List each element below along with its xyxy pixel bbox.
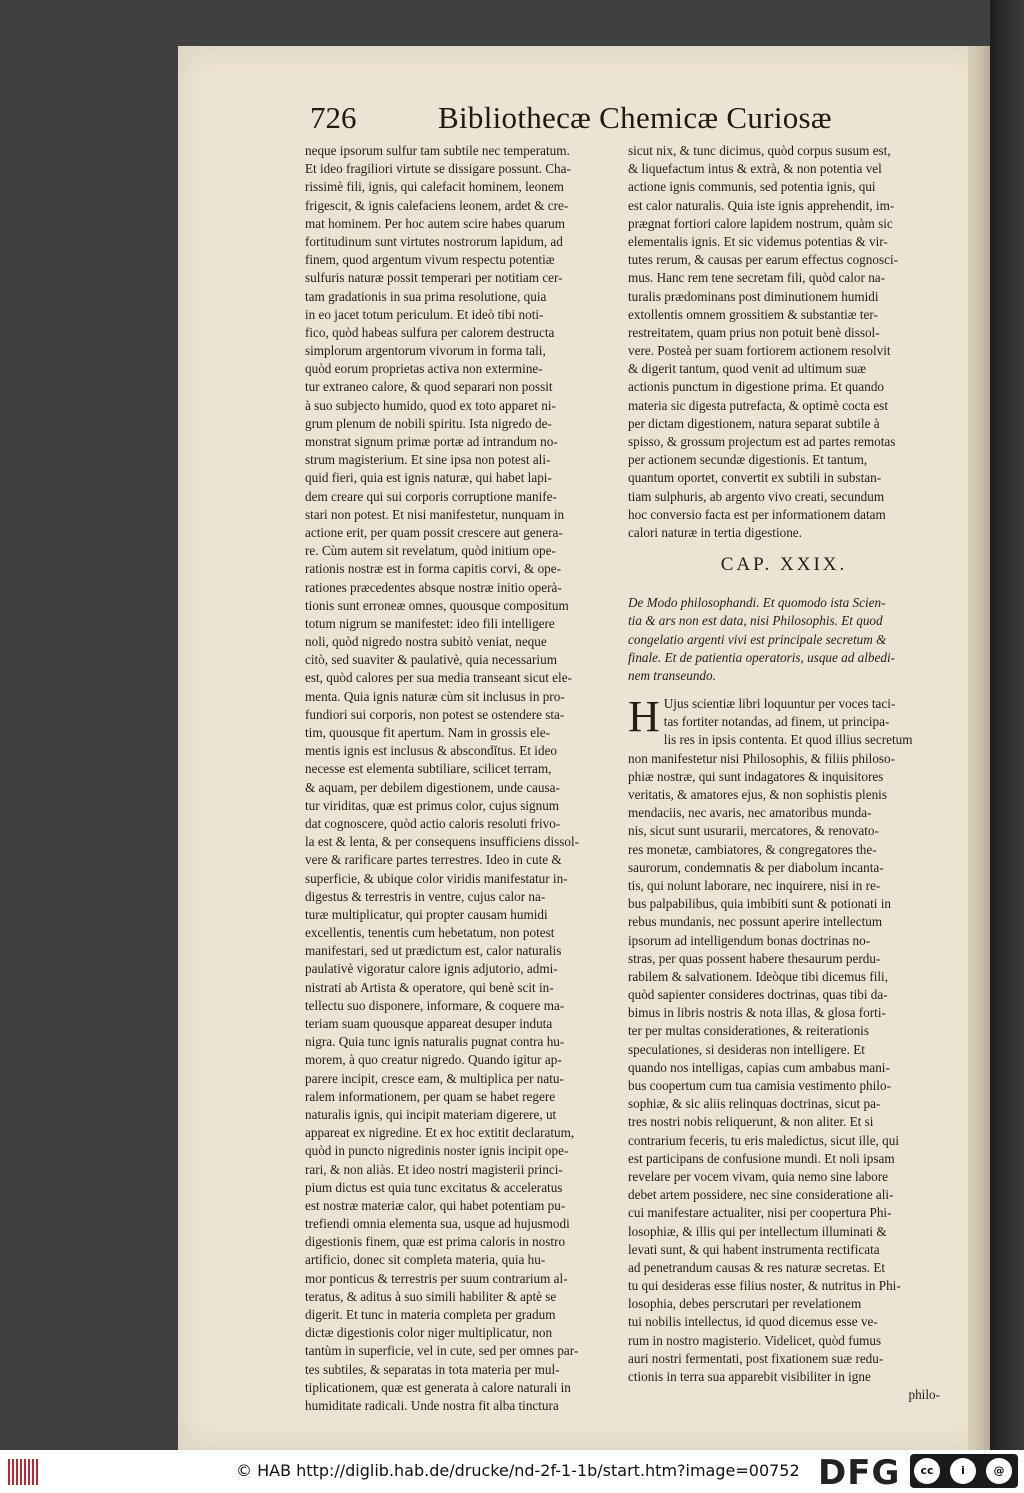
page-number: 726 <box>310 100 357 135</box>
text-line: citò, sed suaviter & paulativè, quia necessarium <box>305 652 557 668</box>
text-line: nis, sicut sunt usurarii, mercatores, & renovato- <box>628 823 879 839</box>
text-line: menta. Quia ignis naturæ cùm sit inclusus in pro- <box>305 688 565 704</box>
text-line: naturalis ignis, qui incipit materiam digerere, ut <box>305 1106 557 1122</box>
text-line: tiplicationem, quæ est generata à calore naturali in <box>305 1379 571 1395</box>
text-line: digestionis finem, quæ est prima caloris in nostro <box>305 1234 566 1250</box>
text-line: est nostræ materiæ calor, qui habet potentiam pu- <box>305 1197 566 1213</box>
text-line: tantùm in superficie, vel in cute, sed per omnes par- <box>305 1343 579 1359</box>
text-line: lis res in ipsis contenta. Et quod illius secretum <box>663 732 913 748</box>
text-line: ctionis in terra sua apparebit visibiliter in igne <box>628 1369 871 1384</box>
text-line: tionis sunt erroneæ omnes, quousque compositum <box>305 597 569 613</box>
text-line: neque ipsorum sulfur tam subtile nec temperatum. <box>305 143 570 158</box>
text-line: res monetæ, cambiatores, & congregatores the- <box>628 841 877 857</box>
text-line: actionis punctum in digestione prima. Et quando <box>628 379 885 395</box>
text-line: quando nos intelligas, capias cum ambabus mani- <box>628 1059 890 1075</box>
text-line: prægnat fortiori calore lapidem nostrum, quàm sic <box>628 215 893 231</box>
text-line: rationis nostræ est in forma capitis corvi, & ope- <box>305 561 562 577</box>
text-line: est calor naturalis. Quia iste ignis apprehendit, im- <box>628 197 895 213</box>
text-line: noli, quòd nigredo nostra subitò veniat, neque <box>305 634 547 650</box>
text-line: monstrat signum primæ portæ ad intrandum no- <box>305 434 558 449</box>
text-line: debet artem possidere, nec sine consideratione ali- <box>628 1187 894 1203</box>
text-line: ad penetrandum causas & res naturæ secretas. Et <box>628 1259 886 1275</box>
page-header <box>310 100 950 142</box>
text-line: dat cognoscere, quòd actio caloris resoluti frivo- <box>305 815 561 831</box>
text-line: fortitudinum sunt virtutes nostrorum lapidum, ad <box>305 233 563 249</box>
attribution-icon: i <box>950 1458 976 1484</box>
text-line: appareat ex nigredine. Et ex hoc extitit declaratum, <box>305 1125 575 1141</box>
text-line: vere. Posteà per suam fortiorem actionem resolvit <box>628 343 891 359</box>
text-line: tur viriditas, quæ est primus color, cujus signum <box>305 797 560 813</box>
text-line: mendaciis, nec avaris, nec amatoribus munda- <box>628 805 872 821</box>
text-line: tu qui desideras esse filius noster, & nutritus in Phi- <box>628 1278 901 1294</box>
summary-line: congelatio argenti vivi est principale secretum & <box>628 631 887 647</box>
text-line: tas fortiter notandas, ad finem, ut principa- <box>663 714 890 730</box>
chapter-heading: CAP. XXIX. <box>720 554 848 576</box>
text-line: ter per multas considerationes, & reiterationis <box>628 1023 869 1039</box>
text-line: levati sunt, & qui habent instrumenta rectificata <box>628 1241 880 1257</box>
text-line: manifestari, sed ut prædictum est, calor naturalis <box>305 943 562 959</box>
text-line: fico, quòd habeas sulfura per calorem destructa <box>305 324 555 340</box>
text-line: superficie, & ubique color viridis manifestatur in- <box>305 870 568 886</box>
text-line: strum magisterium. Et sine ipsa non potest ali- <box>305 452 551 468</box>
text-line: artificio, donec sit completa materia, quia hu- <box>305 1252 546 1268</box>
text-line: bus coopertum cum tua camisia vestimento philo- <box>628 1078 891 1093</box>
text-line: excellentis, tenentis cum hebetatum, non potest <box>305 925 555 941</box>
text-line: turalis prædominans post diminutionem humidi <box>628 288 879 304</box>
summary-line: nem transeundo. <box>628 667 716 683</box>
text-line: & liquefactum intus & extrà, & non potentia vel <box>628 161 882 177</box>
text-line: tiam sulphuris, ab argento vivo creati, secundum <box>628 488 885 504</box>
text-line: phiæ nostræ, qui sunt indagatores & inquisitores <box>628 768 884 784</box>
text-line: à suo subjecto humido, quod ex toto apparet ni- <box>305 397 556 413</box>
cc-license-badge[interactable] <box>910 1454 1018 1488</box>
text-line: morem, à quo creatur nigredo. Quando igitur ap- <box>305 1052 562 1068</box>
text-line: quantum oportet, convertit ex subtili in substan- <box>628 470 882 486</box>
text-line: & aquam, per debilem digestionem, unde causa- <box>305 779 560 795</box>
text-line: losophiæ, & illis qui per intellectum illuminati & <box>628 1223 887 1239</box>
text-line: sulfuris naturæ possit temperari per notitiam cer- <box>305 270 563 286</box>
text-line: stras, per quas possent habere thesaurum perdu- <box>628 950 881 966</box>
text-line: cui manifestare actualiter, nisi per coopertura Phi- <box>628 1205 892 1221</box>
text-line: mat hominem. Per hoc autem scire habes quarum <box>305 215 566 231</box>
text-line: humiditate radicali. Unde nostra fit alba tinctura <box>305 1397 559 1413</box>
text-line: Ujus scientiæ libri loquuntur per voces taci- <box>663 696 896 712</box>
text-line: tam gradationis in sua prima resolutione, quia <box>305 288 547 304</box>
text-line: finem, quod argentum vivum respectu potentiæ <box>305 252 555 268</box>
text-line: hoc conversio facta est per informationem datam <box>628 506 886 522</box>
text-line: teratus, & aditus à suo simili habiliter & aptè se <box>305 1288 557 1304</box>
text-line: simplorum argentorum vivorum in forma tali, <box>305 343 546 359</box>
text-line: rissimè fili, ignis, qui calefacit hominem, leonem <box>305 179 564 195</box>
text-line: ipsorum ad intelligendum bonas doctrinas no- <box>628 932 871 948</box>
text-line: ralem informationem, per quam se habet regere <box>305 1088 556 1104</box>
summary-line: finale. Et de patientia operatoris, usque ad albedi- <box>628 649 896 665</box>
text-line: rebus mundanis, nec possunt aperire intellectum <box>628 914 883 930</box>
chapter-body <box>628 692 940 1386</box>
text-line: la est & lenta, & per consequens insufficiens dissol- <box>305 834 580 850</box>
copyright-link[interactable]: © HAB http://diglib.hab.de/drucke/nd-2f-1-1b/start.htm?image=00752 <box>236 1461 800 1480</box>
text-line: & digerit tantum, quod venit ad ultimum suæ <box>628 361 867 377</box>
text-line: tres nostri nobis reliquerunt, & non aliter. Et si <box>628 1114 874 1130</box>
text-line: grum plenum de nobili spiritu. Ista nigredo de- <box>305 415 552 431</box>
text-line: trefiendi omnia elementa sua, usque ad hujusmodi <box>305 1216 570 1232</box>
dfg-logo: DFG <box>818 1453 901 1493</box>
text-line: mentis ignis est inclusus & abscondĭtus. Et ideo <box>305 743 558 759</box>
summary-line: De Modo philosophandi. Et quomodo ista Scien- <box>628 595 886 611</box>
text-line: tui nobilis intellectus, id quod dicemus esse ve- <box>628 1314 878 1330</box>
left-text-column <box>305 142 613 1415</box>
text-line: tim, quousque fit apertum. Nam in grossis ele- <box>305 725 551 740</box>
text-line: totum nigrum se manifestet: ideo fili intelligere <box>305 615 555 631</box>
summary-line: tia & ars non est data, nisi Philosophis. Et quod <box>628 613 883 629</box>
text-line: Et ideo fragiliori virtute se dissigare possunt. Cha- <box>305 161 571 177</box>
text-line: quòd eorum proprietas activa non extermine- <box>305 361 543 377</box>
text-line: saurorum, condemnatis & per diabolum incanta- <box>628 859 884 875</box>
right-column-continuation <box>628 142 940 542</box>
text-line: tellectu suo disponere, informare, & coquere ma- <box>305 997 565 1013</box>
text-line: fundiori sui corporis, non potest se ostendere sta- <box>305 706 565 722</box>
text-line: teriam suam quousque appareat desuper induta <box>305 1016 553 1031</box>
text-line: extollentis omnem grossitiem & substantiæ ter- <box>628 306 878 322</box>
right-text-column <box>628 142 940 1404</box>
text-line: nistrati ab Artista & operatore, qui benè scit in- <box>305 979 554 995</box>
text-line: speculationes, si desideras non intelligere. Et <box>628 1041 865 1057</box>
text-line: veritatis, & amatores ejus, & non sophistis plenis <box>628 787 887 802</box>
text-line: spisso, & grossum projectum est ad partes remotas <box>628 434 896 449</box>
text-line: turæ multiplicatur, qui propter causam humidi <box>305 906 548 922</box>
text-line: quid fieri, quia est ignis naturæ, qui habet lapi- <box>305 470 552 486</box>
text-line: tis, qui nolunt laborare, nec inquirere, nisi in re- <box>628 877 881 893</box>
text-line: quòd in puncto nigredinis noster ignis incipit ope- <box>305 1143 569 1159</box>
text-line: rabilem & salvationem. Ideòque tibi dicemus fili, <box>628 968 889 984</box>
text-line: contrarium feceris, tu eris maledictus, sicut ille, qui <box>628 1132 899 1148</box>
text-line: non manifestetur nisi Philosophis, & filiis philoso- <box>628 750 896 766</box>
text-line: losophia, debes perscrutari per revelationem <box>628 1296 862 1312</box>
text-line: revelare per vocem vivam, quia nemo sine labore <box>628 1168 888 1184</box>
cc-icon: cc <box>914 1458 940 1484</box>
text-line: re. Cùm autem sit revelatum, quòd initium ope- <box>305 543 556 559</box>
text-line: actione ignis communis, sed potentia ignis, qui <box>628 179 876 195</box>
text-line: mor ponticus & terrestris per suum contrarium al- <box>305 1270 568 1286</box>
text-line: digestus & terrestris in ventre, cujus calor na- <box>305 888 546 904</box>
text-line: parere incipit, cresce eam, & multiplica per natu- <box>305 1070 564 1086</box>
text-line: frigescit, & ignis calefaciens leonem, ardet & cre- <box>305 197 569 213</box>
text-line: bus palpabilibus, quia imbibiti sunt & potionati in <box>628 896 892 912</box>
text-line: paulativè vigoratur calore ignis adjutorio, admi- <box>305 961 558 977</box>
text-line: materia sic digesta putrefacta, & optimè cocta est <box>628 397 888 413</box>
text-line: rari, & non aliàs. Et ideo nostri magisterii princi- <box>305 1161 563 1177</box>
chapter-summary <box>628 594 940 685</box>
text-line: stari non potest. Et nisi manifestetur, nunquam in <box>305 506 565 522</box>
text-line: dem creare qui sui corporis corruptione manife- <box>305 488 557 504</box>
text-line: rationes præcedentes absque nostræ initio operà- <box>305 579 562 595</box>
book-spine <box>990 0 1024 1450</box>
text-line: actione erit, per quam possit crescere aut genera- <box>305 524 563 540</box>
text-line: elementalis ignis. Et sic videmus potentias & vir- <box>628 233 888 249</box>
text-line: digerit. Et tunc in materia completa per gradum <box>305 1307 556 1322</box>
text-line: sophiæ, & sic aliis relinquas doctrinas, sicut pa- <box>628 1096 881 1112</box>
share-alike-icon: @ <box>986 1458 1012 1484</box>
text-line: est participans de confusione mundi. Et noli ipsam <box>628 1150 895 1166</box>
barcode-icon <box>8 1459 38 1485</box>
text-line: tur extraneo calore, & quod separari non possit <box>305 379 553 395</box>
running-title: Bibliothecæ Chemicæ Curiosæ <box>438 100 832 135</box>
text-line: quòd sapienter consideres doctrinas, quas tibi da- <box>628 987 888 1003</box>
text-line: auri nostri fermentati, post fixationem suæ redu- <box>628 1350 884 1366</box>
text-line: per actionem secundæ digestionis. Et tantum, <box>628 452 868 468</box>
text-line: est, quòd calores per sua media transeant sicut ele- <box>305 670 572 686</box>
text-line: sicut nix, & tunc dicimus, quòd corpus susum est, <box>628 143 891 158</box>
text-line: dictæ digestionis color niger multiplicatur, non <box>305 1325 553 1341</box>
footer-bar <box>0 1450 1024 1493</box>
text-line: vere & rarificare partes terrestres. Ideo in cute & <box>305 852 562 868</box>
text-line: nigra. Quia tunc ignis naturalis pugnat contra hu- <box>305 1034 565 1050</box>
text-line: necesse est elementa subtiliare, scilicet terram, <box>305 761 552 777</box>
text-line: rum in nostro magisterio. Videlicet, quòd fumus <box>628 1332 882 1348</box>
page-edge <box>968 46 990 1450</box>
text-line: tes subtiles, & separatas in tota materia per mul- <box>305 1361 560 1377</box>
text-line: tutes rerum, & causas per earum effectus cognosci- <box>628 252 898 268</box>
text-line: in eo jacet totum periculum. Et ideò tibi noti- <box>305 306 544 322</box>
text-line: per dictam digestionem, natura separat subtile à <box>628 415 880 431</box>
text-line: mus. Hanc rem tene secretam fili, quòd calor na- <box>628 270 886 286</box>
text-line: calori naturæ in tertia digestione. <box>628 524 802 540</box>
catchword: philo- <box>908 1387 940 1403</box>
text-line: bimus in libris nostris & nota illas, & glosa forti- <box>628 1005 886 1021</box>
text-line: pium dictus est quia tunc excitatus & acceleratus <box>305 1179 563 1195</box>
text-line: restreitatem, quam prius non potuit benè dissol- <box>628 324 880 340</box>
drop-capital: H <box>628 692 660 742</box>
